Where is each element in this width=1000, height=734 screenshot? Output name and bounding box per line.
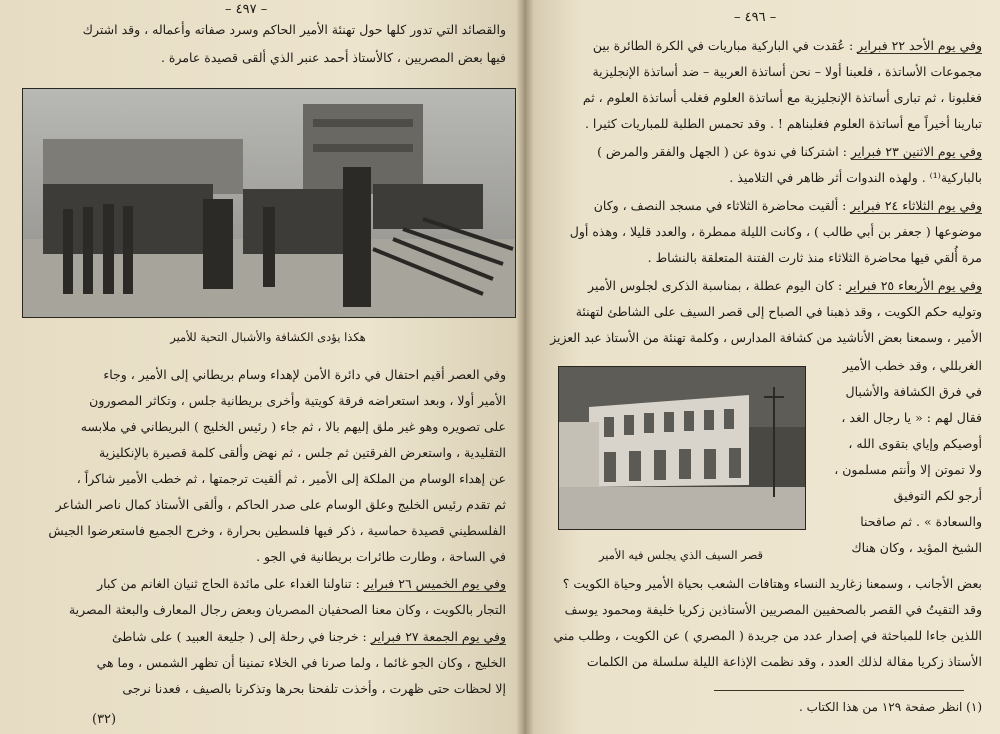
text-line: الشيخ المؤيد ، وكان هناك <box>851 540 982 555</box>
text-line: ثم تقدم رئيس الخليج وعلق الوسام على صدر الحاكم ، وألقى الأستاذ كمال ناصر الشاعر <box>55 497 506 512</box>
entry-date-heading: وفي يوم الاثنين ٢٣ فبراير <box>850 144 982 159</box>
scouts-salute-photo <box>22 88 516 318</box>
palace-image <box>559 367 805 529</box>
text-line: الفلسطيني قصيدة حماسية ، ذكر فيها فلسطين بحرارة ، وخرج الجميع فاستعرضوا الجيش <box>48 523 506 538</box>
entry-date-heading: وفي يوم الجمعة ٢٧ فبراير <box>370 629 506 644</box>
entry-text: : اشتركنا في ندوة عن ( الجهل والفقر والمرض ) <box>597 144 847 159</box>
entry-text: : تناولنا الغداء على مائدة الحاج ثنيان الغانم من كبار <box>97 576 360 591</box>
palace-photo <box>558 366 806 530</box>
dated-entry <box>112 629 506 645</box>
text-line: والسعادة » . ثم صافحنا <box>860 514 982 529</box>
entry-text: : عُقدت في الباركية مباريات في الكرة الطائرة بين <box>592 38 854 53</box>
text-line: الأمير ، وسمعنا بعض الأناشيد من كشافة المدارس ، وكلمة تهنئة من الأستاذ عبد العزيز <box>550 331 982 345</box>
footnote: (١) انظر صفحة ١٢٩ من هذا الكتاب . <box>799 700 982 714</box>
text-line: على تصويره وهو غير ملق إليهم بالا ، ثم جاء ( رئيس الخليج ) البريطاني في ملابسه <box>80 419 506 434</box>
entry-date-heading: وفي يوم الأحد ٢٢ فبراير <box>857 38 982 53</box>
text-line: موضوعها ( جعفر بن أبي طالب ) ، وكانت الليلة ممطرة ، والعدد قليلا ، وهذه أول <box>569 224 982 239</box>
text-line: وفي العصر أقيم احتفال في دائرة الأمن لإهداء وسام بريطاني إلى الأمير ، وجاء <box>103 367 506 382</box>
text-line: فيها بعض المصريين ، كالأستاذ أحمد عنبر الذي ألقى قصيدة عامرة . <box>160 50 506 65</box>
right-page <box>524 0 1000 734</box>
text-line: إلا لحظات حتى ظهرت ، وأخذت تلفحنا بحرها وتذكرنا بالصيف ، فعدنا نرجى <box>122 681 506 696</box>
text-line: في فرق الكشافة والأشبال <box>845 384 982 399</box>
entry-date-heading: وفي يوم الخميس ٢٦ فبراير <box>363 576 506 591</box>
footnote-divider <box>714 690 964 691</box>
left-page-number: – ٤٩٧ – <box>225 2 268 17</box>
text-line: مجموعات الأساتذة ، فلعبنا أولا – نحن أساتذة العربية – ضد أساتذة الإنجليزية <box>592 64 982 79</box>
book-gutter <box>516 0 534 734</box>
text-line: مرة أُلقي فيها محاضرة الثلاثاء منذ ثارت الفتنة المتعلقة بالنشاط . <box>647 250 982 265</box>
text-line: فغلبونا ، ثم تبارى أساتذة الإنجليزية مع أساتذة العلوم فغلب أساتذة العلوم ، ثم <box>582 90 982 105</box>
entry-text: : ألقيت محاضرة الثلاثاء في مسجد النصف ، وكان <box>593 198 847 213</box>
text-line: أرجو لكم التوفيق <box>893 488 982 503</box>
text-line: أوصيكم وإياي بتقوى الله ، <box>848 436 982 451</box>
text-line: وتوليه حكم الكويت ، وقد ذهبنا في الصباح إلى قصر السيف على الشاطئ لتهنئة <box>575 304 982 319</box>
text-line: الغربللي ، وقد خطب الأمير <box>842 358 982 373</box>
text-line: بالباركية⁽¹⁾ . ولهذه الندوات أثر ظاهر في التلاميذ . <box>729 170 982 185</box>
text-line: الأمير أولا ، وبعد استعراضه فرقة كويتية وأخرى بريطانية جلس ، وتكاثر المصورون <box>89 393 506 408</box>
dated-entry <box>97 576 506 592</box>
text-line: التجار بالكويت ، وكان معنا الصحفيان المصريان وبعض رجال المعارف والبعثة المصرية <box>68 602 506 617</box>
dated-entry <box>597 144 982 160</box>
right-page-number: – ٤٩٦ – <box>734 10 777 25</box>
text-line: عن إهداء الوسام من الملكة إلى الأمير ، ثم ألقيت ترجمتها ، ثم خطب الأمير شاكراً ، <box>76 471 506 486</box>
dated-entry <box>594 198 982 214</box>
dated-entry <box>588 278 982 294</box>
entry-text: : خرجنا في رحلة إلى ( جليعة العبيد ) على شاطئ <box>111 629 367 644</box>
dated-entry <box>593 38 982 54</box>
text-line: الخليج ، وكان الجو غائما ، ولما صرنا في الخلاء تمنينا أن تظهر الشمس ، وما هي <box>96 655 506 670</box>
text-line: التقليدية ، واستعرض الفرقتين ثم جلس ، ثم نهض وألقى كلمة قصيرة بالإنكليزية <box>99 445 506 460</box>
text-line: في الساحة ، وطارت طائرات بريطانية في الجو . <box>256 549 506 564</box>
palace-photo-caption: قصر السيف الذي يجلس فيه الأمير <box>598 548 764 562</box>
scouts-salute-image <box>23 89 515 317</box>
text-line: وقد التقيتُ في القصر بالصحفيين المصريين الأستاذين زكريا خليفة ومحمود يوسف <box>564 602 982 617</box>
text-line: تبارينا أخيراً مع أساتذة العلوم فغلبناهم ! . وقد تحمس الطلبة للمباريات كثيرا . <box>584 116 982 131</box>
text-line: فقال لهم : « يا رجال الغد ، <box>841 410 982 425</box>
text-line: اللذين جاءا للمباحثة في إصدار عدد من جريدة ( المصري ) عن الكويت ، وطلب مني <box>553 628 982 643</box>
entry-date-heading: وفي يوم الثلاثاء ٢٤ فبراير <box>850 198 982 213</box>
entry-date-heading: وفي يوم الأربعاء ٢٥ فبراير <box>846 278 982 293</box>
text-line: بعض الأجانب ، وسمعنا زغاريد النساء وهتافات الشعب بحياة الأمير وحياة الكويت ؟ <box>562 576 982 591</box>
signature-mark: (٣٢) <box>92 712 117 727</box>
entry-text: : كان اليوم عطلة ، بمناسبة الذكرى لجلوس الأمير <box>588 278 843 293</box>
scouts-photo-caption: هكذا يؤدى الكشافة والأشبال التحية للأمير <box>170 330 366 344</box>
text-line: ولا تموتن إلا وأنتم مسلمون ، <box>834 462 982 477</box>
text-line: الأستاذ زكريا مقالة لذلك العدد ، وقد نظمت الإذاعة الليلة سلسلة من الكلمات <box>586 654 982 669</box>
text-line: والقصائد التي تدور كلها حول تهنئة الأمير الحاكم وسرد صفاته وأعماله ، وقد اشترك <box>82 22 506 37</box>
